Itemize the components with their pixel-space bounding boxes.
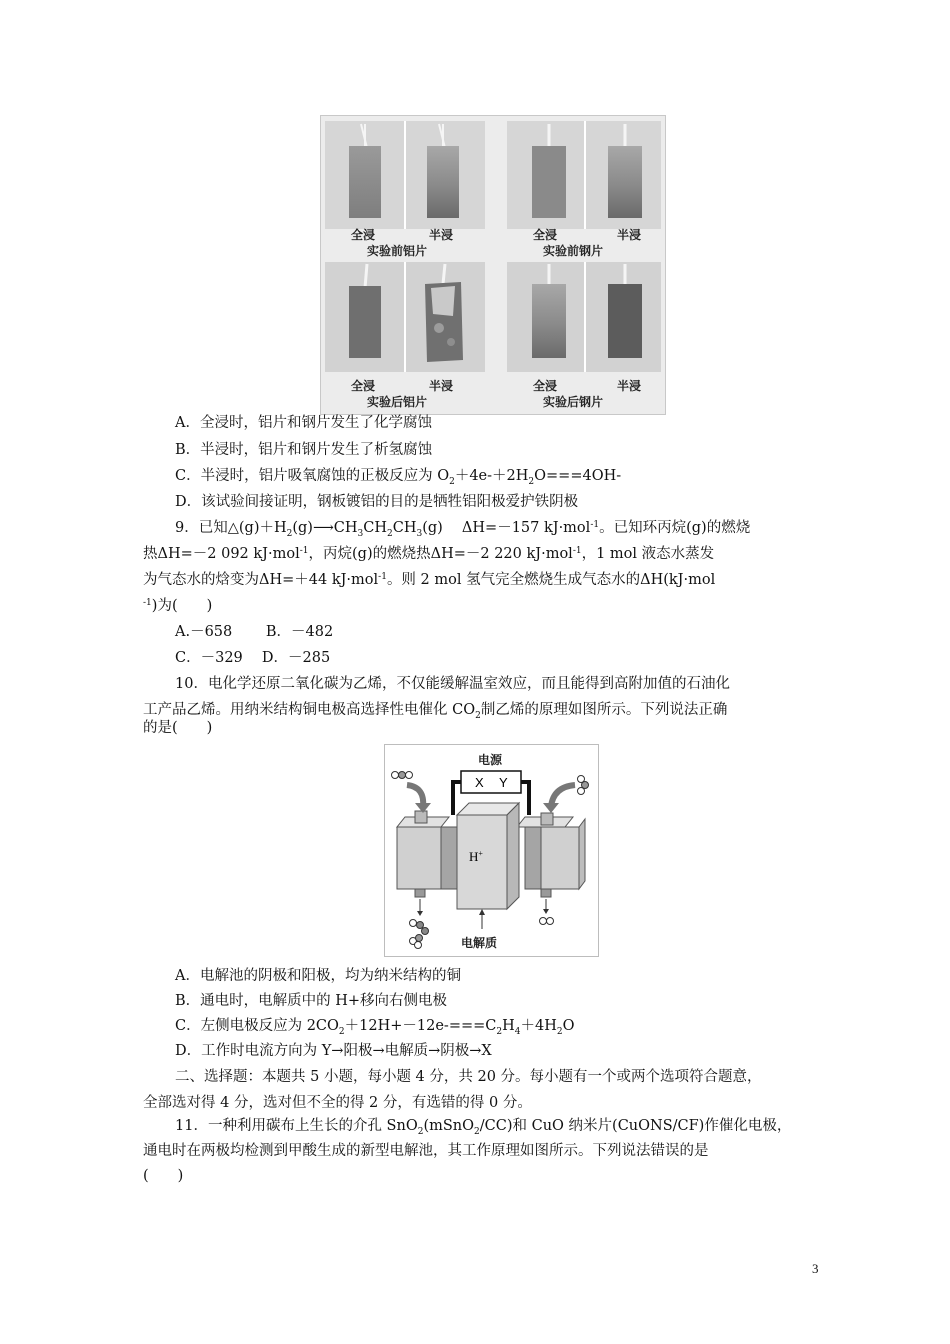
left-electrode	[441, 827, 457, 889]
q11-line-2: 通电时在两极均检测到甲酸生成的新型电解池，其工作原理如图所示。下列说法错误的是	[143, 1143, 709, 1159]
q9-options-ab: A.－658 B．－482	[175, 624, 334, 640]
right-inlet	[541, 813, 553, 825]
electrolyte-membrane	[457, 815, 507, 909]
q9-line-4: $^{-1}$)为( )	[143, 598, 213, 614]
right-chamber	[541, 827, 579, 889]
co2-molecule-icon-left	[392, 772, 413, 779]
label-full-3: 全浸	[351, 379, 376, 393]
steel-strip-full-before	[532, 146, 566, 218]
q10-option-b: B．通电时，电解质中的 H+移向右侧电极	[175, 993, 448, 1009]
q9-line-3: 为气态水的焓变为ΔH=＋44 kJ·mol$^{-1}$。则 2 mol 氢气完全燃烧生成气态水的ΔH(kJ·mol	[143, 572, 716, 588]
caption-al-before: 实验前铝片	[367, 244, 428, 258]
label-half-2: 半浸	[617, 228, 642, 242]
q9-line-1: 9．已知$\triangle(g)+H_2(g)⟶CH_3CH_2CH_3(g)$ ΔH=－157 kJ·mol$^{-1}$。已知环丙烷(g)的燃烧	[175, 520, 751, 539]
q8-option-a: A．全浸时，铝片和钢片发生了化学腐蚀	[175, 415, 432, 431]
steel-strip-full-after	[532, 284, 566, 358]
al-strip-full-before	[349, 146, 381, 218]
q10-option-d: D．工作时电流方向为 Y→阳极→电解质→阴极→X	[175, 1043, 492, 1059]
left-chamber	[397, 827, 441, 889]
proton-label: H+	[469, 849, 483, 864]
left-outlet	[415, 889, 425, 897]
q8-option-d: D．该试验间接证明，钢板镀铝的目的是牺牲铝阳极爱护铁阴极	[175, 494, 579, 510]
terminal-x-label: X	[475, 775, 484, 790]
q11-line-1: 11．一种利用碳布上生长的介孔 SnO$_2$(mSnO$_2$/CC)和 CuO 纳米片(CuONS/CF)作催化电极，	[175, 1118, 792, 1137]
label-half-3: 半浸	[429, 379, 454, 393]
label-full-4: 全浸	[533, 379, 558, 393]
wire-right	[521, 782, 529, 815]
electrolytic-cell-figure	[384, 744, 599, 957]
steel-strip-half-before	[608, 146, 642, 218]
electrolyte-label: 电解质	[461, 936, 498, 950]
label-half-1: 半浸	[429, 228, 454, 242]
ethylene-molecule-icon	[410, 920, 429, 949]
al-strip-half-before	[427, 146, 459, 218]
caption-steel-before: 实验前钢片	[543, 244, 604, 258]
wire-left	[453, 782, 461, 815]
oxygen-molecule-icon	[540, 918, 554, 925]
power-source-label: 电源	[478, 753, 503, 767]
q8-option-c: C．半浸时，铝片吸氧腐蚀的正极反应为 $O_2+4e-+2H_2O===4OH-$	[175, 468, 622, 487]
caption-al-after: 实验后铝片	[367, 395, 428, 409]
right-outlet	[541, 889, 551, 897]
q11-line-3: ( )	[143, 1168, 184, 1184]
q9-line-2: 热ΔH=－2 092 kJ·mol$^{-1}$，丙烷(g)的燃烧热ΔH=－2 220 kJ·mol$^{-1}$，1 mol 液态水蒸发	[143, 546, 715, 562]
q10-line-2: 工产品乙烯。用纳米结构铜电极高选择性电催化 $CO_2$制乙烯的原理如图所示。下列说法正确	[143, 702, 728, 721]
label-full-1: 全浸	[351, 228, 376, 242]
electrolytic-cell-svg	[385, 745, 598, 956]
al-strip-full-after	[349, 286, 381, 358]
q9-options-cd: C．－329 D．－285	[175, 650, 331, 666]
q10-option-c: C．左侧电极反应为 $2CO_2+12H+-12e-===C_2H_4+4H_2O$	[175, 1018, 575, 1037]
corrosion-photo-figure	[320, 115, 666, 415]
water-molecule-icon-right	[578, 776, 589, 795]
q10-line-1: 10．电化学还原二氧化碳为乙烯，不仅能缓解温室效应，而且能得到高附加值的石油化	[175, 676, 730, 692]
q10-line-3: 的是( )	[143, 720, 213, 736]
power-source-box	[461, 771, 521, 793]
caption-steel-after: 实验后钢片	[543, 395, 604, 409]
q8-option-b: B．半浸时，铝片和钢片发生了析氢腐蚀	[175, 442, 433, 458]
corrosion-photo-svg	[321, 116, 665, 414]
left-inlet	[415, 811, 427, 823]
label-full-2: 全浸	[533, 228, 558, 242]
page-number: 3	[812, 1261, 819, 1276]
terminal-y-label: Y	[499, 775, 508, 790]
section-2-line-2: 全部选对得 4 分，选对但不全的得 2 分，有选错的得 0 分。	[143, 1095, 532, 1111]
right-electrode	[525, 827, 541, 889]
section-2-line-1: 二、选择题：本题共 5 小题，每小题 4 分，共 20 分。每小题有一个或两个选项符合题意，	[175, 1069, 762, 1085]
steel-strip-half-after	[608, 284, 642, 358]
label-half-4: 半浸	[617, 379, 642, 393]
q10-option-a: A．电解池的阴极和阳极，均为纳米结构的铜	[175, 968, 461, 984]
